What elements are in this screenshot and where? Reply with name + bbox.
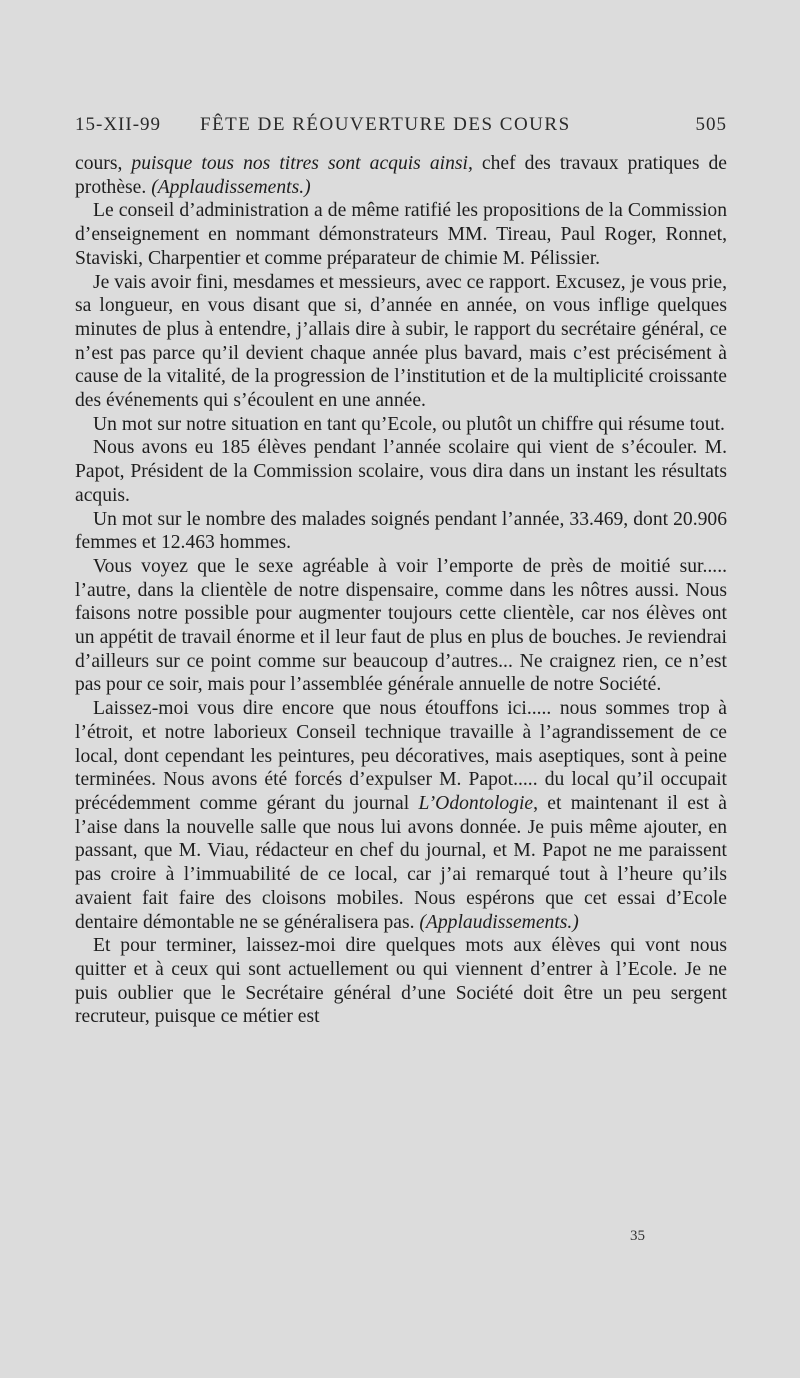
text-segment: Je vais avoir fini, mesdames et messieurs, avec ce rapport. Excusez, je vous prie, sa longueur, en vous disant que si, d’année en année, on vous inflige quelques minutes de plus à entendre, j’allais dire à subir, le rapport du secrétaire général, ce n’est pas parce qu’il devient chaque année plus bavard, mais c’est précisément à cause de la vitalité, de la progression de l’institution et de la multiplicité croissante des événements qui s’écoulent en une année. bbox=[75, 271, 727, 412]
signature-mark: 35 bbox=[630, 1228, 645, 1244]
paragraph bbox=[75, 697, 727, 934]
running-header bbox=[75, 114, 727, 142]
paragraph bbox=[75, 413, 727, 437]
italic-text: puisque tous nos titres sont acquis ainsi, bbox=[131, 153, 473, 174]
body-text bbox=[75, 152, 727, 1029]
paragraph bbox=[75, 436, 727, 507]
paragraph bbox=[75, 152, 727, 199]
text-segment: chef des travaux pratiques de prothèse. bbox=[75, 153, 727, 198]
text-segment: Nous avons eu 185 élèves pendant l’année scolaire qui vient de s’écouler. M. Papot, Président de la Commission scolaire, vous dira dans un instant les résultats acquis. bbox=[75, 437, 727, 506]
text-segment: cours, bbox=[75, 153, 132, 174]
paragraph bbox=[75, 508, 727, 555]
text-segment: Un mot sur le nombre des malades soignés pendant l’année, 33.469, dont 20.906 femmes et 12.463 hommes. bbox=[75, 508, 727, 554]
text-segment: Et pour terminer, laissez-moi dire quelques mots aux élèves qui vont nous quitter et à ceux qui sont actuellement ou qui viennent d’entrer à l’Ecole. Je ne puis oublier que le Secrétaire général d’une Société doit être un peu sergent recruteur, puisque ce métier est bbox=[75, 935, 727, 1028]
paragraph bbox=[75, 199, 727, 270]
page-number: 505 bbox=[695, 114, 727, 135]
text-segment: , et maintenant il est à l’aise dans la nouvelle salle que nous lui avons donnée. Je puis même ajouter, en passant, que M. Viau, rédacteur en chef du journal, et M. Papot ne me paraissent pas croire à l’immuabilité de ce local, car j’ai remarqué tout à l’heure qu’ils avaient fait faire des cloisons mobiles. Nous espérons que cet essai d’Ecole dentaire démontable ne se généralisera pas. bbox=[75, 792, 727, 933]
text-segment: Le conseil d’administration a de même ratifié les propositions de la Commission d’enseignement en nommant démonstrateurs MM. Tireau, Paul Roger, Ronnet, Staviski, Charpentier et comme préparateur de chimie M. Pélissier. bbox=[75, 200, 727, 269]
text-segment: Laissez-moi vous dire encore que nous étouffons ici..... nous sommes trop à l’étroit, et notre laborieux Conseil technique travaille à l’agrandissement de ce local, dont cependant les peintures, peu décoratives, mais aseptiques, sont à peine terminées. Nous avons été forcés d’expulser M. Papot..... du local qu’il occupait précédemment comme gérant du journal bbox=[75, 698, 727, 814]
paragraph bbox=[75, 934, 727, 1029]
paragraph bbox=[75, 271, 727, 413]
text-segment: Vous voyez que le sexe agréable à voir l’emporte de près de moitié sur..... l’autre, dans la clientèle de notre dispensaire, comme dans les nôtres aussi. Nous faisons notre possible pour augmenter toujours cette clientèle, car nos élèves ont un appétit de travail énorme et il leur faut de plus en plus de bouches. Je reviendrai d’ailleurs sur ce point comme sur beaucoup d’autres... Ne craignez rien, ce n’est pas pour ce soir, mais pour l’assemblée générale annuelle de notre Société. bbox=[75, 555, 727, 696]
header-title: FÊTE DE RÉOUVERTURE DES COURS bbox=[200, 114, 571, 135]
italic-text: (Applaudissements.) bbox=[151, 176, 311, 198]
header-date: 15-XII-99 bbox=[75, 114, 162, 135]
paragraph bbox=[75, 555, 727, 697]
italic-text: L’Odontologie bbox=[418, 792, 534, 814]
italic-text: (Applaudissements.) bbox=[419, 911, 579, 933]
text-segment: Un mot sur notre situation en tant qu’Ecole, ou plutôt un chiffre qui résume tout. bbox=[93, 413, 725, 435]
